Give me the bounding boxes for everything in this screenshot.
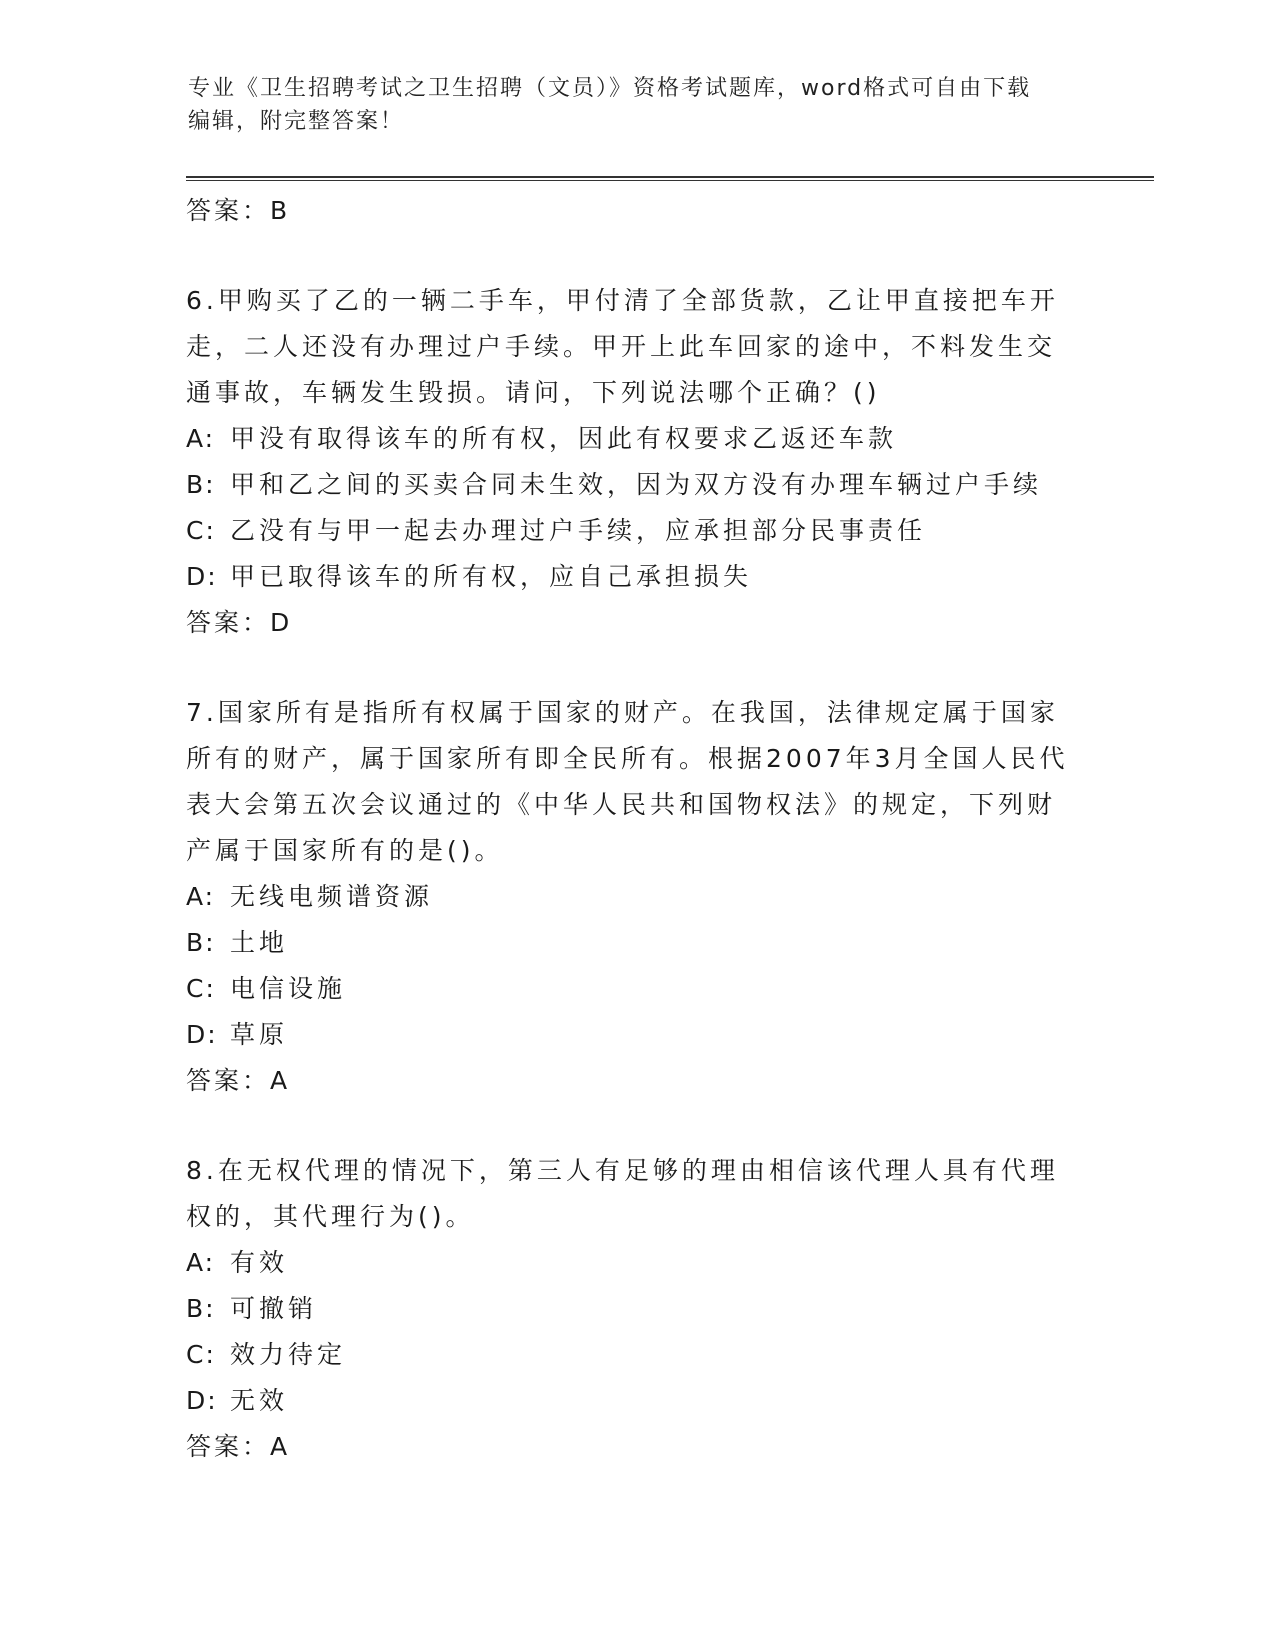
option-text: 甲没有取得该车的所有权，因此有权要求乙返还车款 xyxy=(230,424,898,453)
option-text: 效力待定 xyxy=(230,1340,347,1369)
option-text: 无效 xyxy=(230,1386,289,1415)
option-text: 有效 xyxy=(230,1248,289,1277)
option-text: 土地 xyxy=(230,928,289,957)
answer-label: 答案：B xyxy=(186,196,291,225)
spacer xyxy=(186,646,1086,690)
option-letter: A: xyxy=(186,424,216,453)
option-letter: D: xyxy=(186,1386,218,1415)
option-text: 可撤销 xyxy=(230,1294,318,1323)
option-text: 草原 xyxy=(230,1020,289,1049)
option-text: 乙没有与甲一起去办理过户手续，应承担部分民事责任 xyxy=(230,516,927,545)
option-letter: B: xyxy=(186,1294,216,1323)
header-line-2: 编辑，附完整答案！ xyxy=(188,109,405,134)
option-c xyxy=(186,1332,1086,1378)
option-text: 无线电频谱资源 xyxy=(230,882,434,911)
question-content xyxy=(186,188,1086,1470)
question-block xyxy=(186,278,1086,646)
option-d xyxy=(186,1012,1086,1058)
question-block xyxy=(186,1148,1086,1470)
option-letter: A: xyxy=(186,1248,216,1277)
option-b xyxy=(186,1286,1086,1332)
question-text-line: 6.甲购买了乙的一辆二手车，甲付清了全部货款，乙让甲直接把车开 xyxy=(186,286,1059,315)
question-text-line: 走，二人还没有办理过户手续。甲开上此车回家的途中，不料发生交 xyxy=(186,332,1057,361)
header-line-1: 专业《卫生招聘考试之卫生招聘（文员）》资格考试题库，word格式可自由下载 xyxy=(188,76,1032,101)
question-text-line: 权的，其代理行为()。 xyxy=(186,1202,475,1231)
option-c xyxy=(186,966,1086,1012)
option-a xyxy=(186,416,1086,462)
spacer xyxy=(186,1104,1086,1148)
answer-label: 答案：D xyxy=(186,608,293,637)
question-text-line: 7.国家所有是指所有权属于国家的财产。在我国，法律规定属于国家 xyxy=(186,698,1059,727)
option-a xyxy=(186,1240,1086,1286)
question-block xyxy=(186,690,1086,1104)
header-divider xyxy=(186,176,1154,181)
option-b xyxy=(186,462,1086,508)
document-header xyxy=(188,72,1088,138)
spacer xyxy=(186,234,1086,278)
option-a xyxy=(186,874,1086,920)
option-letter: D: xyxy=(186,1020,218,1049)
question-text-line: 所有的财产，属于国家所有即全民所有。根据2007年3月全国人民代 xyxy=(186,744,1069,773)
option-letter: B: xyxy=(186,928,216,957)
question-text-line: 表大会第五次会议通过的《中华人民共和国物权法》的规定，下列财 xyxy=(186,790,1057,819)
option-text: 甲和乙之间的买卖合同未生效，因为双方没有办理车辆过户手续 xyxy=(230,470,1043,499)
option-d xyxy=(186,1378,1086,1424)
option-text: 电信设施 xyxy=(230,974,347,1003)
question-text-line: 产属于国家所有的是()。 xyxy=(186,836,504,865)
option-letter: D: xyxy=(186,562,218,591)
option-b xyxy=(186,920,1086,966)
answer-label: 答案：A xyxy=(186,1066,291,1095)
option-letter: C: xyxy=(186,516,216,545)
option-letter: C: xyxy=(186,974,216,1003)
question-text-line: 通事故，车辆发生毁损。请问，下列说法哪个正确？() xyxy=(186,378,881,407)
option-c xyxy=(186,508,1086,554)
option-text: 甲已取得该车的所有权，应自己承担损失 xyxy=(230,562,753,591)
answer-label: 答案：A xyxy=(186,1432,291,1461)
option-letter: A: xyxy=(186,882,216,911)
option-letter: B: xyxy=(186,470,216,499)
question-text-line: 8.在无权代理的情况下，第三人有足够的理由相信该代理人具有代理 xyxy=(186,1156,1059,1185)
option-d xyxy=(186,554,1086,600)
option-letter: C: xyxy=(186,1340,216,1369)
